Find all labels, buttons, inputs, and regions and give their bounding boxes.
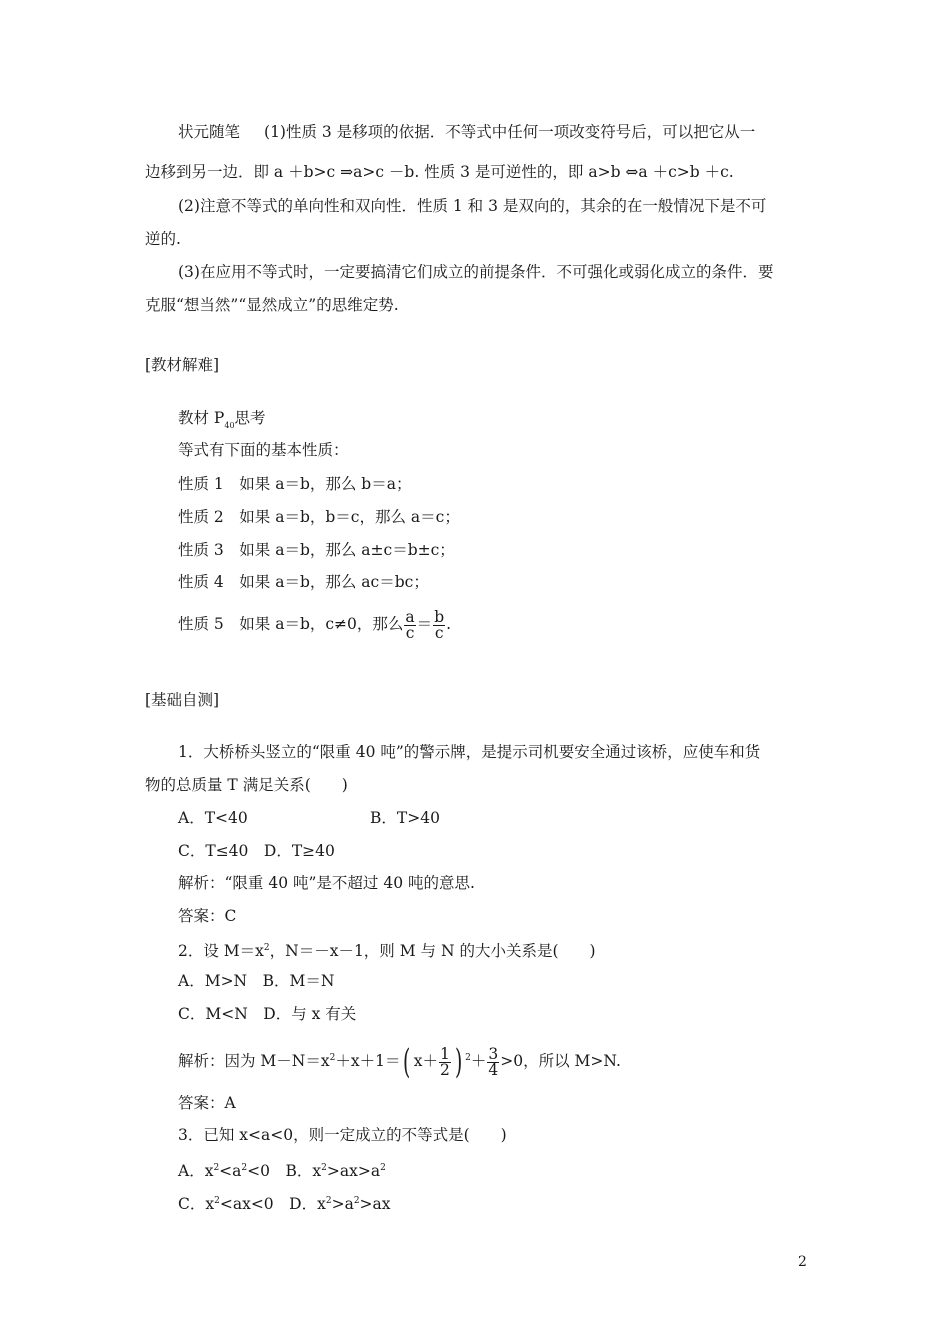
textbook-reference bbox=[178, 408, 266, 436]
plus-sign: ＋ bbox=[470, 1052, 487, 1070]
exp: 2 bbox=[213, 1163, 220, 1173]
q2-analysis-pre: 解析：因为 M－N＝x bbox=[178, 1052, 330, 1070]
q3-options-ab bbox=[178, 1158, 386, 1181]
q3-options-cd bbox=[178, 1191, 391, 1214]
ref-prefix: 教材 P bbox=[178, 409, 225, 427]
q3-d-post: >ax bbox=[359, 1195, 391, 1213]
notes-line-2: 边移到另一边．即 a ＋b>c ⇒a>c －b. 性质 3 是可逆性的，即 a>b ⇔a ＋c>b ＋c. bbox=[145, 163, 734, 181]
q1-options-cd: C．T≤40 D．T≥40 bbox=[178, 842, 335, 860]
page-number: 2 bbox=[798, 1254, 807, 1270]
fraction-b-over-c: $\frac{b}{c}$ bbox=[434, 607, 445, 642]
q3-d-mid: >a bbox=[331, 1195, 354, 1213]
q2-text-pre: 2．设 M＝x bbox=[178, 942, 264, 960]
exp: 2 bbox=[353, 1196, 360, 1206]
section-heading-selftest: [基础自测] bbox=[145, 691, 220, 709]
q2-text-post: ，N＝－x－1，则 M 与 N 的大小关系是( ) bbox=[269, 942, 596, 960]
period: . bbox=[446, 615, 452, 633]
q2-analysis-end: >0，所以 M>N. bbox=[500, 1052, 621, 1070]
q3-a-mid: <a bbox=[219, 1162, 242, 1180]
q2-exponent: 2 bbox=[263, 943, 270, 953]
q1-line-2: 物的总质量 T 满足关系( ) bbox=[145, 776, 348, 794]
property-5-text: 性质 5 如果 a＝b，c≠0，那么 bbox=[178, 615, 404, 633]
q2-analysis-inner: x＋ bbox=[413, 1052, 438, 1070]
section-heading-textbook: [教材解难] bbox=[145, 356, 220, 374]
q3-a-post: <0 B．x bbox=[247, 1162, 322, 1180]
ref-page: 40 bbox=[224, 421, 235, 430]
q2-options-ab: A．M>N B．M＝N bbox=[178, 972, 335, 990]
q1-line-1: 1．大桥桥头竖立的“限重 40 吨”的警示牌，是提示司机要安全通过该桥，应使车和货 bbox=[178, 743, 761, 761]
q1-analysis: 解析：“限重 40 吨”是不超过 40 吨的意思. bbox=[178, 874, 475, 892]
notes-line-6: 克服“想当然”“显然成立”的思维定势. bbox=[145, 296, 399, 314]
fraction-one-half: $\frac{1}{2}$ bbox=[439, 1044, 450, 1079]
q2-analysis-exp2: 2 bbox=[465, 1053, 471, 1063]
property-5 bbox=[178, 607, 451, 641]
equality-intro: 等式有下面的基本性质： bbox=[178, 441, 349, 459]
fraction-three-quarters: $\frac{3}{4}$ bbox=[488, 1044, 499, 1079]
right-paren: ) bbox=[454, 1042, 463, 1082]
notes-title: 状元随笔 bbox=[178, 123, 241, 141]
q2-analysis bbox=[178, 1038, 621, 1081]
property-1: 性质 1 如果 a＝b，那么 b＝a； bbox=[178, 475, 412, 493]
exp: 2 bbox=[214, 1196, 220, 1206]
exp: 2 bbox=[325, 1196, 332, 1206]
exp: 2 bbox=[380, 1163, 386, 1173]
ref-suffix: 思考 bbox=[234, 409, 266, 427]
q3-b-mid: >ax>a bbox=[326, 1162, 381, 1180]
notes-line-3: (2)注意不等式的单向性和双向性．性质 1 和 3 是双向的，其余的在一般情况下是不可 bbox=[178, 197, 767, 215]
notes-text-1: (1)性质 3 是移项的依据．不等式中任何一项改变符号后，可以把它从一 bbox=[264, 123, 756, 141]
q2-question bbox=[178, 938, 596, 961]
fraction-a-over-c: $\frac{a}{c}$ bbox=[405, 607, 415, 642]
q1-option-b: B．T>40 bbox=[370, 809, 440, 827]
exp: 2 bbox=[321, 1163, 327, 1173]
notes-line-4: 逆的. bbox=[145, 230, 181, 248]
notes-line-1 bbox=[178, 122, 755, 142]
q3-c-pre: C．x bbox=[178, 1195, 215, 1213]
left-paren: ( bbox=[403, 1042, 411, 1082]
q1-option-a: A．T<40 bbox=[178, 809, 248, 827]
q1-answer: 答案：C bbox=[178, 907, 237, 925]
property-2: 性质 2 如果 a＝b，b＝c，那么 a＝c； bbox=[178, 508, 460, 526]
q3-question: 3．已知 x<a<0，则一定成立的不等式是( ) bbox=[178, 1126, 507, 1144]
property-4: 性质 4 如果 a＝b，那么 ac＝bc； bbox=[178, 573, 429, 591]
exp: 2 bbox=[241, 1163, 248, 1173]
notes-line-5: (3)在应用不等式时，一定要搞清它们成立的前提条件．不可强化或弱化成立的条件．要 bbox=[178, 263, 774, 281]
q2-options-cd: C．M<N D．与 x 有关 bbox=[178, 1005, 357, 1023]
q3-a-pre: A．x bbox=[178, 1162, 214, 1180]
q2-analysis-mid: ＋x＋1＝ bbox=[335, 1052, 401, 1070]
property-3: 性质 3 如果 a＝b，那么 a±c＝b±c； bbox=[178, 541, 455, 559]
q2-analysis-exp1: 2 bbox=[329, 1053, 336, 1063]
equals-sign: ＝ bbox=[416, 615, 433, 633]
q2-answer: 答案：A bbox=[178, 1094, 236, 1112]
q3-c-post: <ax<0 D．x bbox=[219, 1195, 326, 1213]
